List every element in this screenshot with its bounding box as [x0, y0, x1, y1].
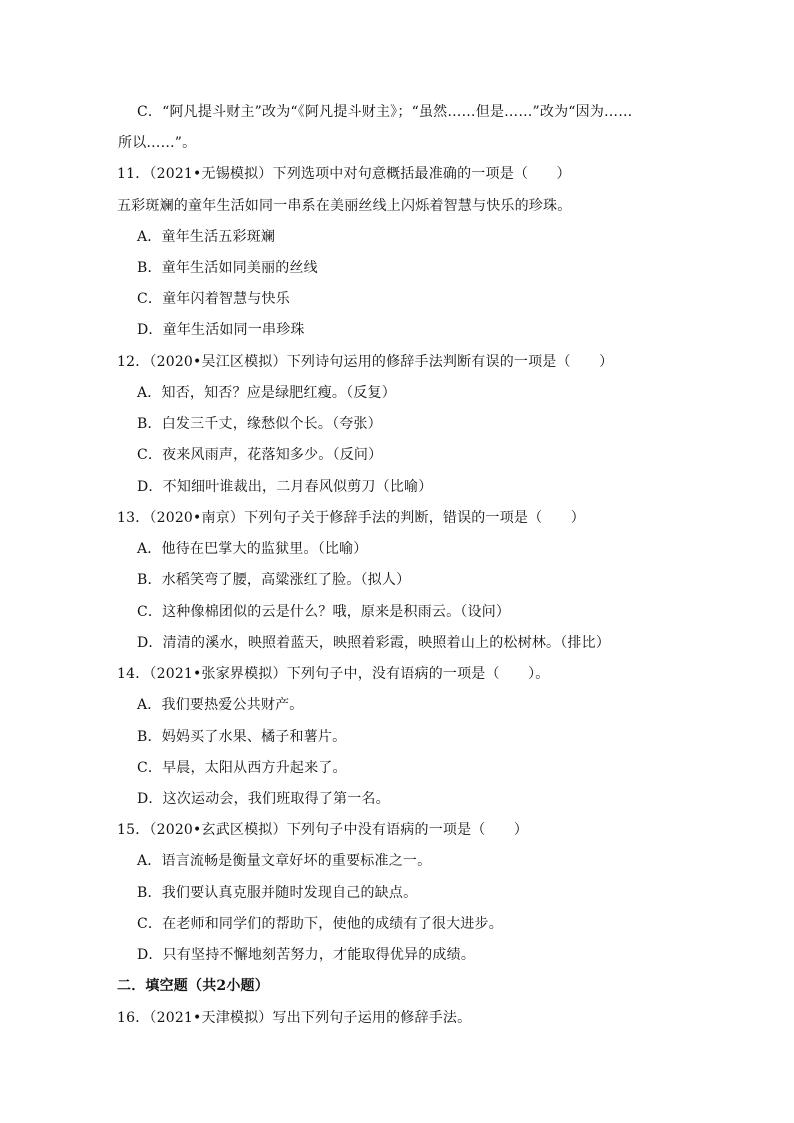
q14-option-d: D．这次运动会，我们班取得了第一名。	[137, 791, 390, 807]
q13-option-b: B．水稻笑弯了腰，高粱涨红了脸。（拟人）	[137, 572, 411, 588]
q11-option-b: B．童年生活如同美丽的丝线	[137, 260, 318, 276]
q11-option-a: A．童年生活五彩斑斓	[137, 229, 276, 245]
q11-stem: 11．（2021•无锡模拟）下列选项中对句意概括最准确的一项是（ ）	[117, 166, 571, 182]
q11-option-c: C．童年闪着智慧与快乐	[137, 291, 290, 307]
q15-option-c: C．在老师和同学们的帮助下，使他的成绩有了很大进步。	[137, 916, 503, 932]
q11-sentence: 五彩斑斓的童年生活如同一串系在美丽丝线上闪烁着智慧与快乐的珍珠。	[117, 198, 572, 214]
q12-option-c: C．夜来风雨声，花落知多少。（反问）	[137, 447, 383, 463]
q15-option-a: A．语言流畅是衡量文章好坏的重要标准之一。	[137, 853, 432, 869]
q11-option-d: D．童年生活如同一串珍珠	[137, 322, 305, 338]
q14-option-c: C．早晨，太阳从西方升起来了。	[137, 760, 347, 776]
q15-option-b: B．我们要认真克服并随时发现自己的缺点。	[137, 885, 418, 901]
q13-option-d: D．清清的溪水，映照着蓝天，映照着彩霞，映照着山上的松树林。（排比）	[137, 635, 611, 651]
q14-option-b: B．妈妈买了水果、橘子和薯片。	[137, 729, 347, 745]
q13-option-a: A．他待在巴掌大的监狱里。（比喻）	[137, 541, 368, 557]
q12-stem: 12．（2020•吴江区模拟）下列诗句运用的修辞手法判断有误的一项是（ ）	[117, 354, 614, 370]
q12-option-b: B．白发三千丈，缘愁似个长。（夸张）	[137, 416, 382, 432]
q12-option-a: A．知否，知否？应是绿肥红瘦。（反复）	[137, 385, 396, 401]
section-heading-fill-in: 二．填空题（共2小题）	[117, 978, 269, 994]
q10-option-c-line2: 所以……”。	[118, 135, 197, 151]
q10-option-c-line1: C．“阿凡提斗财主”改为“《阿凡提斗财主》；“虽然……但是……”改为“因为……	[137, 104, 633, 120]
q15-stem: 15．（2020•玄武区模拟）下列句子中没有语病的一项是（ ）	[117, 822, 529, 838]
q16-stem: 16．（2021•天津模拟）写出下列句子运用的修辞手法。	[117, 1010, 472, 1026]
q15-option-d: D．只有坚持不懈地刻苦努力，才能取得优异的成绩。	[137, 947, 476, 963]
q13-stem: 13．（2020•南京）下列句子关于修辞手法的判断，错误的一项是（ ）	[117, 510, 585, 526]
q14-stem: 14．（2021•张家界模拟）下列句子中，没有语病的一项是（ ）。	[117, 666, 550, 682]
q14-option-a: A．我们要热爱公共财产。	[137, 697, 304, 713]
q13-option-c: C．这种像棉团似的云是什么？哦，原来是积雨云。（设问）	[137, 604, 511, 620]
q12-option-d: D．不知细叶谁裁出，二月春风似剪刀（比喻）	[137, 479, 433, 495]
